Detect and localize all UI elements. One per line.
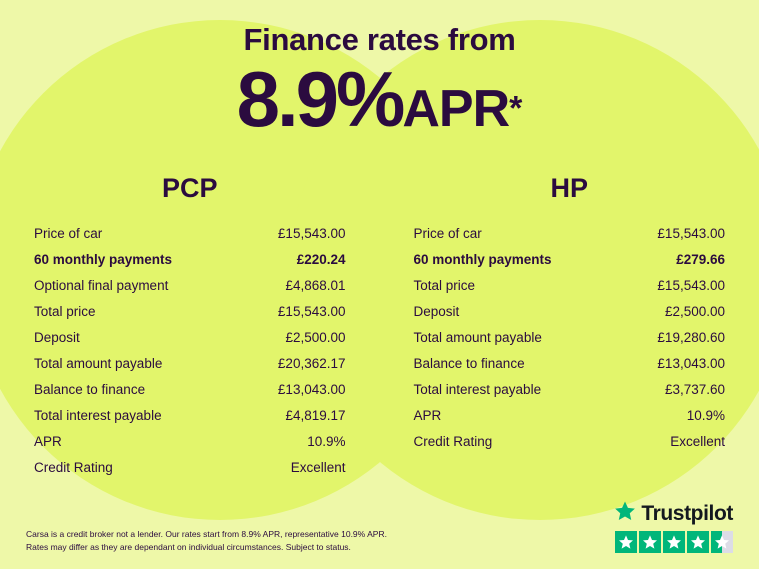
trustpilot-stars (614, 531, 733, 553)
column-title-pcp: PCP (161, 173, 218, 203)
page-title: Finance rates from (243, 22, 516, 57)
star-icon (615, 531, 637, 553)
row-value: 10.9% (307, 433, 346, 449)
row-label: Total interest payable (34, 407, 162, 423)
footer (0, 500, 759, 569)
table-row (34, 428, 346, 454)
table-row (414, 324, 726, 350)
table-row (414, 402, 726, 428)
pcp-rows (34, 220, 346, 480)
row-value: £4,868.01 (285, 277, 346, 293)
row-label: Total price (413, 277, 476, 293)
hp-rows (414, 220, 726, 454)
row-label: Deposit (413, 303, 460, 319)
row-label: Total amount payable (34, 355, 163, 371)
table-row (414, 428, 726, 454)
row-value: £2,500.00 (285, 329, 346, 345)
table-row (34, 350, 346, 376)
star-icon (614, 500, 636, 527)
table-row (414, 220, 726, 246)
row-value: £13,043.00 (657, 355, 725, 371)
row-value: £15,543.00 (657, 277, 725, 293)
rate-value: 8.9% (236, 55, 403, 143)
row-value: £2,500.00 (664, 303, 725, 319)
table-row (414, 298, 726, 324)
table-row (34, 272, 346, 298)
column-title-hp: HP (550, 173, 588, 203)
row-value: £15,543.00 (277, 225, 346, 241)
table-row (34, 402, 346, 428)
table-row (414, 376, 726, 402)
table-row (414, 246, 726, 272)
row-value: Excellent (290, 459, 346, 475)
row-value: £15,543.00 (657, 225, 725, 241)
disclaimer-line-1: Carsa is a credit broker not a lender. Our rates start from 8.9% APR, representative 10.9% APR. (26, 529, 387, 540)
row-value: Excellent (670, 433, 725, 449)
star-icon (663, 531, 685, 553)
row-label: Price of car (413, 225, 482, 241)
row-label: Total amount payable (413, 329, 542, 345)
table-row (34, 324, 346, 350)
row-label: Price of car (34, 225, 103, 241)
trustpilot-label: Trustpilot (641, 501, 733, 525)
row-label: Deposit (34, 329, 80, 345)
row-value: £19,280.60 (657, 329, 725, 345)
row-value: £220.24 (296, 251, 346, 267)
finance-comparison (0, 173, 759, 480)
finance-column-hp (380, 173, 759, 480)
table-row (414, 350, 726, 376)
row-value: £3,737.60 (664, 381, 725, 397)
row-label: Balance to finance (413, 355, 525, 371)
disclaimer-line-2: Rates may differ as they are dependant on individual circumstances. Subject to status. (26, 541, 351, 552)
row-value: £15,543.00 (277, 303, 346, 319)
row-value: £20,362.17 (277, 355, 346, 371)
row-label: Credit Rating (413, 433, 493, 449)
disclaimer-text (26, 528, 387, 553)
row-label: Credit Rating (34, 459, 113, 475)
trustpilot-rating (614, 500, 733, 553)
star-half-icon (711, 531, 733, 553)
row-label: 60 monthly payments (34, 251, 173, 267)
table-row (34, 454, 346, 480)
finance-column-pcp (0, 173, 380, 480)
row-label: Total price (34, 303, 96, 319)
table-row (34, 376, 346, 402)
row-value: 10.9% (686, 407, 725, 423)
row-label: Balance to finance (34, 381, 146, 397)
star-icon (639, 531, 661, 553)
headline-rate (0, 55, 759, 143)
row-label: 60 monthly payments (413, 251, 552, 267)
row-value: £4,819.17 (285, 407, 346, 423)
rate-asterisk: * (509, 89, 523, 128)
row-label: APR (413, 407, 442, 423)
row-label: APR (34, 433, 62, 449)
rate-unit: APR (402, 80, 510, 138)
star-icon (687, 531, 709, 553)
table-row (414, 272, 726, 298)
table-row (34, 220, 346, 246)
row-value: £13,043.00 (277, 381, 346, 397)
table-row (34, 246, 346, 272)
row-label: Optional final payment (34, 277, 169, 293)
row-label: Total interest payable (413, 381, 542, 397)
table-row (34, 298, 346, 324)
row-value: £279.66 (676, 251, 725, 267)
trustpilot-brand (614, 500, 733, 527)
